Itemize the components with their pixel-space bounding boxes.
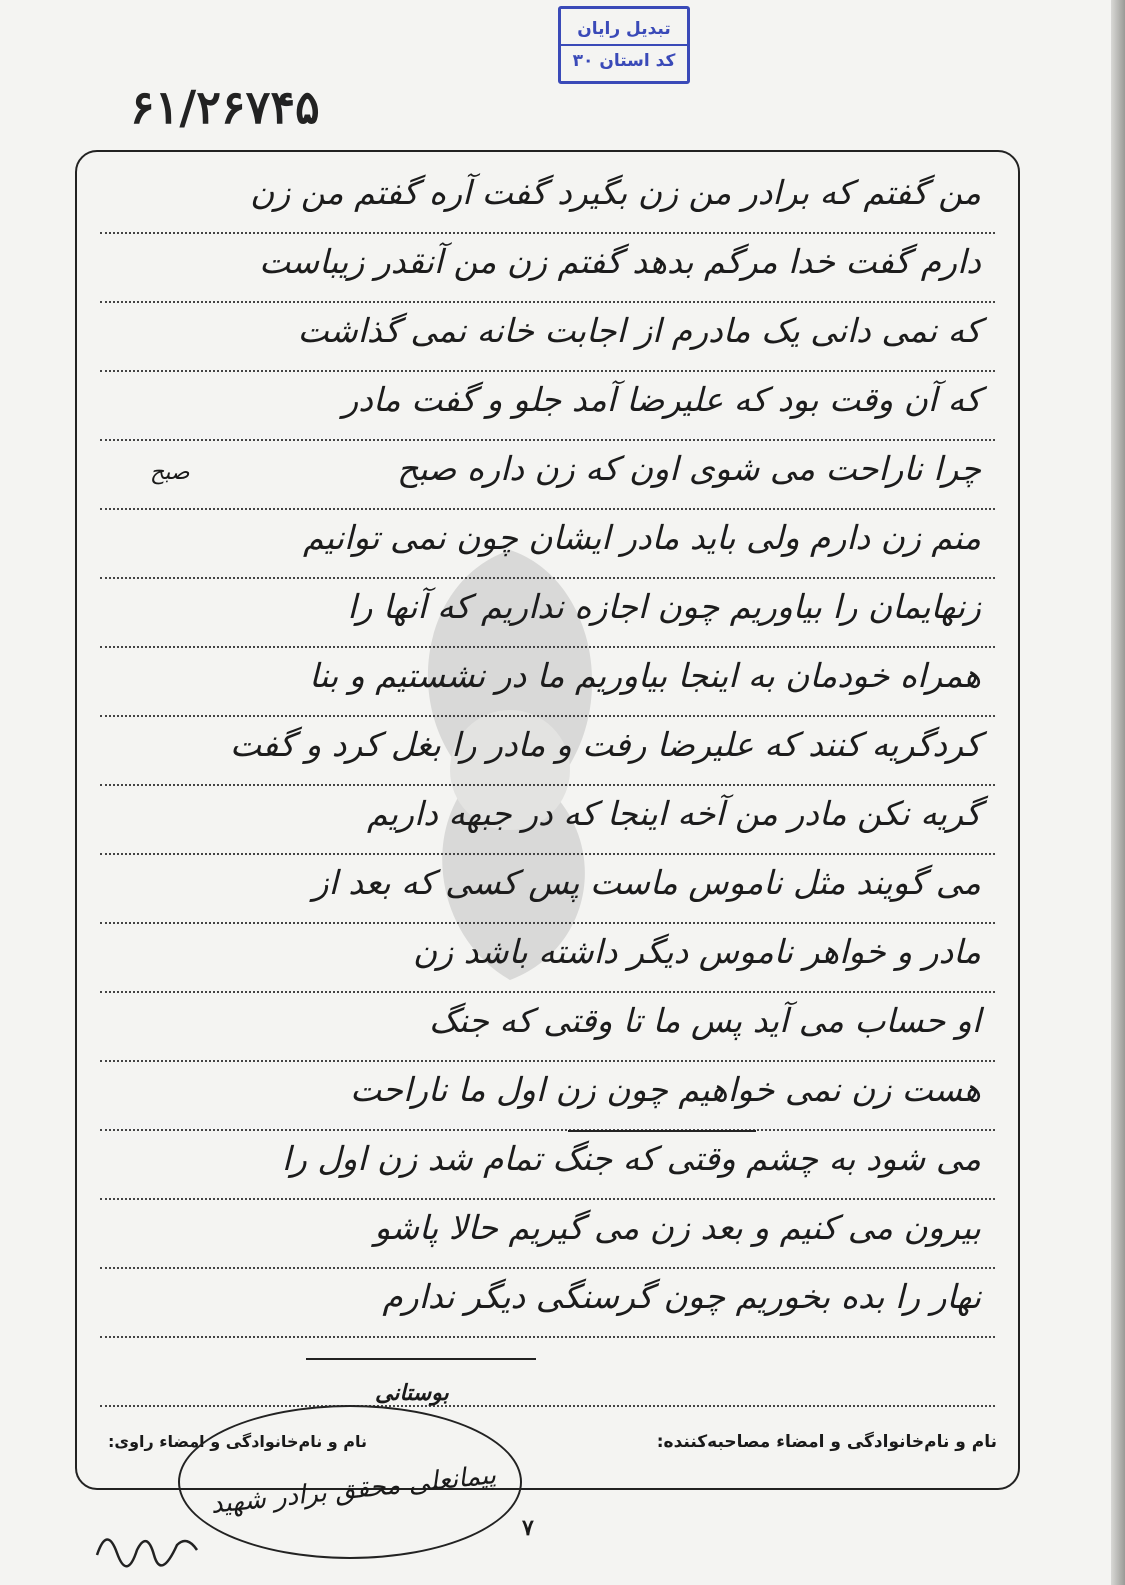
narrator-signature: پیمانعلی محقق برادر شهید [209, 1460, 498, 1520]
page-edge [1111, 0, 1125, 1585]
body-line: که نمی دانی یک مادرم از اجابت خانه نمی گذاشت [100, 303, 995, 372]
initials-scribble-icon [92, 1515, 202, 1575]
inserted-word-underline [568, 1130, 756, 1132]
closing-signature-scribble: بوستانی [375, 1380, 449, 1406]
interviewer-signature-label: نام و نام‌خانوادگی و امضاء مصاحبه‌کننده: [656, 1432, 997, 1452]
body-line: دارم گفت خدا مرگم بدهد گفتم زن من آنقدر زیباست [100, 234, 995, 303]
body-line: که آن وقت بود که علیرضا آمد جلو و گفت مادر [100, 372, 995, 441]
body-line: نهار را بده بخوریم چون گرسنگی دیگر ندارم [100, 1269, 995, 1338]
narrator-signature-label: نام و نام‌خانوادگی و امضاء راوی: [108, 1432, 368, 1451]
page-number: ۷ [522, 1515, 534, 1541]
body-line: هست زن نمی خواهیم چون زن اول ما ناراحت [100, 1062, 995, 1131]
stamp-line-2: کد استان ۳۰ [561, 44, 687, 76]
body-line: همراه خودمان به اینجا بیاوریم ما در نشستیم و بنا [100, 648, 995, 717]
body-line: کردگریه کنند که علیرضا رفت و مادر را بغل کرد و گفت [100, 717, 995, 786]
body-line: بیرون می کنیم و بعد زن می گیریم حالا پاشو [100, 1200, 995, 1269]
body-line: منم زن دارم ولی باید مادر ایشان چون نمی توانیم [100, 510, 995, 579]
margin-mark: صبح [150, 460, 190, 485]
body-line: گریه نکن مادر من آخه اینجا که در جبهه داریم [100, 786, 995, 855]
body-line: می شود به چشم وقتی که جنگ تمام شد زن اول را [100, 1131, 995, 1200]
body-line: چرا ناراحت می شوی اون که زن داره صبح [100, 441, 995, 510]
body-line: می گویند مثل ناموس ماست پس کسی که بعد از [100, 855, 995, 924]
closing-underline [306, 1358, 536, 1360]
handwritten-body [100, 165, 995, 1407]
archive-stamp [558, 6, 690, 84]
body-line: زنهایمان را بیاوریم چون اجازه نداریم که آنها را [100, 579, 995, 648]
stamp-line-1: تبدیل رایان [577, 19, 671, 39]
body-line-blank [100, 1338, 995, 1407]
body-line: من گفتم که برادر من زن بگیرد گفت آره گفتم من زن [100, 165, 995, 234]
document-number: ۶۱/۲۶۷۴۵ [130, 80, 320, 134]
body-line: مادر و خواهر ناموس دیگر داشته باشد زن [100, 924, 995, 993]
body-line: او حساب می آید پس ما تا وقتی که جنگ [100, 993, 995, 1062]
